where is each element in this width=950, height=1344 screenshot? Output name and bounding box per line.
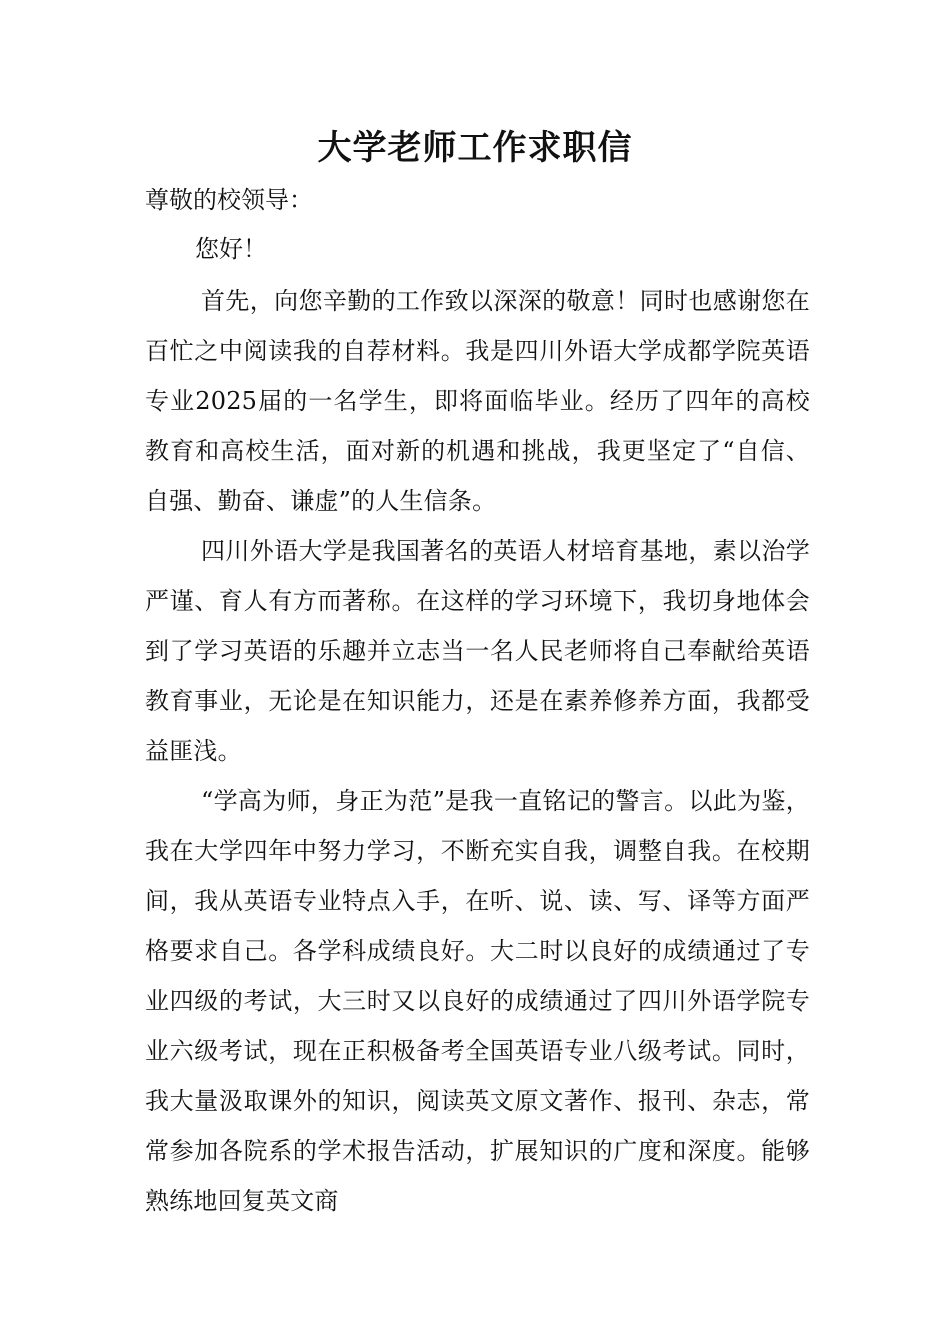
- paragraph-1: 首先，向您辛勤的工作致以深深的敬意！同时也感谢您在百忙之中阅读我的自荐材料。我是四川外语大学成都学院英语专业2025届的一名学生，即将面临毕业。经历了四年的高校教育和高校生活，面对新的机遇和挑战，我更坚定了“自信、自强、勤奋、谦虚”的人生信条。: [145, 287, 810, 515]
- paragraph-3: “学高为师，身正为范”是我一直铭记的警言。以此为鉴，我在大学四年中努力学习，不断充实自我，调整自我。在校期间，我从英语专业特点入手，在听、说、读、写、译等方面严格要求自己。各学科成绩良好。大二时以良好的成绩通过了专业四级的考试，大三时又以良好的成绩通过了四川外语学院专业六级考试，现在正积极备考全国英语专业八级考试。同时，我大量汲取课外的知识，阅读英文原文著作、报刊、杂志，常常参加各院系的学术报告活动，扩展知识的广度和深度。能够熟练地回复英文商: [145, 787, 810, 1215]
- greeting: 您好！: [195, 235, 267, 263]
- paragraph-2: 四川外语大学是我国著名的英语人材培育基地，素以治学严谨、育人有方而著称。在这样的学习环境下，我切身地体会到了学习英语的乐趣并立志当一名人民老师将自己奉献给英语教育事业，无论是在知识能力，还是在素养修养方面，我都受益匪浅。: [145, 537, 810, 765]
- document-title: 大学老师工作求职信: [317, 128, 633, 168]
- salutation: 尊敬的校领导：: [145, 186, 313, 214]
- document-body: [145, 178, 810, 1226]
